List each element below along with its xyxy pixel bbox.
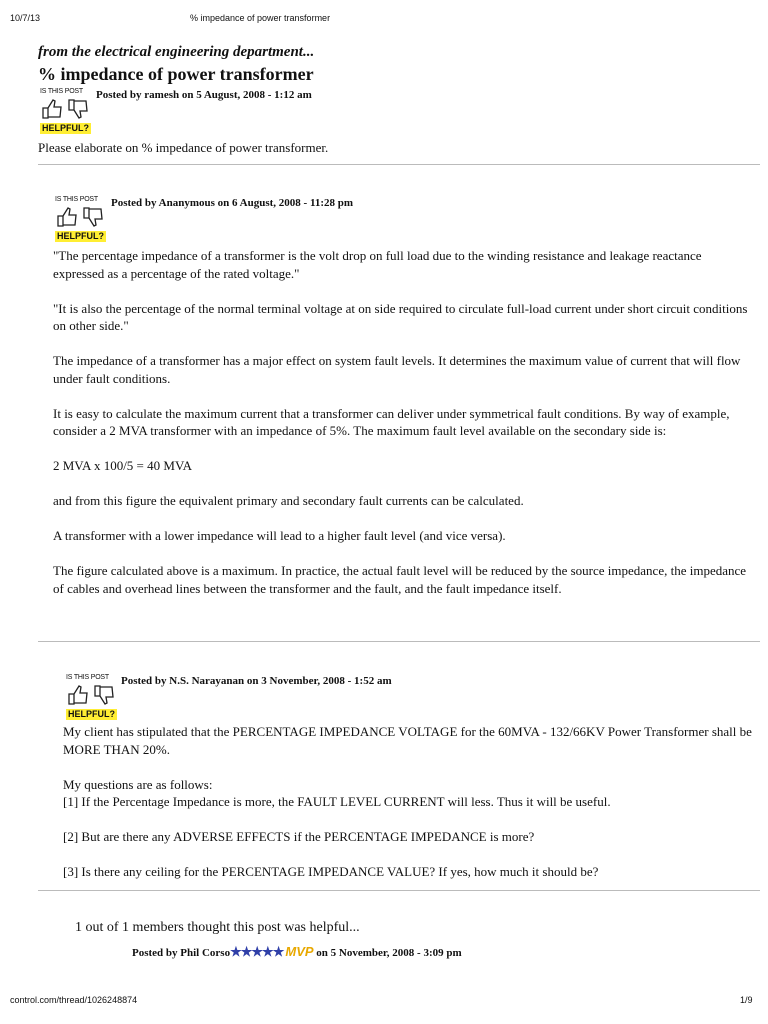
badge-caption: IS THIS POST — [66, 674, 109, 681]
divider — [38, 641, 760, 642]
print-url: control.com/thread/1026248874 — [10, 995, 138, 1005]
post-body — [63, 723, 753, 881]
divider — [38, 164, 760, 165]
rating-stars-icon: ★★★★★ — [230, 944, 284, 959]
post-paragraph: The figure calculated above is a maximum. In practice, the actual fault level will be reduced by the source impedance, the impedance of cables and overhead lines between the transformer and the fault, and the fault impedance itself. — [53, 563, 747, 596]
post-paragraph: and from this figure the equivalent primary and secondary fault currents can be calculated. — [53, 493, 524, 508]
byline-prefix: Posted by Phil Corso — [132, 947, 231, 959]
post-paragraph: [2] But are there any ADVERSE EFFECTS if the PERCENTAGE IMPEDANCE is more? — [63, 829, 535, 844]
print-page-number: 1/9 — [740, 995, 753, 1005]
print-date: 10/7/13 — [10, 13, 41, 23]
helpful-badge[interactable] — [38, 88, 92, 136]
post-paragraph: My questions are as follows: [1] If the Percentage Impedance is more, the FAULT LEVEL CURRENT will less. Thus it will be useful. — [63, 776, 611, 809]
post-paragraph: Please elaborate on % impedance of power transformer. — [38, 140, 329, 155]
post-paragraph: "It is also the percentage of the normal terminal voltage at on side required to circulate full-load current under short circuit conditions on other side." — [53, 300, 748, 333]
post-byline: Posted by ramesh on 5 August, 2008 - 1:12 am — [96, 89, 312, 101]
thumbs-icon[interactable] — [40, 96, 90, 122]
thumbs-icon[interactable] — [66, 682, 116, 708]
post-byline — [132, 944, 462, 960]
post-paragraph: "The percentage impedance of a transformer is the volt drop on full load due to the winding resistance and leakage reactance expressed as a percentage of the rated voltage." — [53, 248, 702, 281]
helpful-label: HELPFUL? — [68, 709, 115, 719]
post-byline: Posted by Ananymous on 6 August, 2008 - 11:28 pm — [111, 197, 354, 209]
mvp-badge: MVP — [285, 944, 314, 959]
divider — [38, 890, 760, 891]
helpful-count: 1 out of 1 members thought this post was helpful... — [75, 920, 360, 935]
print-page-title: % impedance of power transformer — [190, 13, 331, 23]
helpful-badge[interactable] — [64, 674, 118, 722]
helpful-label: HELPFUL? — [42, 123, 89, 133]
post-paragraph: [3] Is there any ceiling for the PERCENTAGE IMPEDANCE VALUE? If yes, how much it should be? — [63, 864, 599, 879]
post-paragraph: The impedance of a transformer has a major effect on system fault levels. It determines the maximum value of current that will flow under fault conditions. — [53, 353, 741, 386]
post-body — [53, 247, 753, 597]
page-title: % impedance of power transformer — [38, 64, 314, 84]
badge-caption: IS THIS POST — [40, 88, 83, 95]
post-paragraph: My client has stipulated that the PERCENTAGE IMPEDANCE VOLTAGE for the 60MVA - 132/66KV Power Transformer shall be MORE THAN 20%. — [63, 724, 752, 757]
department-label: from the electrical engineering department... — [38, 44, 315, 60]
post-paragraph: It is easy to calculate the maximum current that a transformer can deliver under symmetrical fault conditions. By way of example, consider a 2 MVA transformer with an impedance of 5%. The maximum fault level available on the secondary side is: — [53, 405, 730, 438]
badge-caption: IS THIS POST — [55, 196, 98, 203]
post-body — [38, 139, 758, 157]
helpful-badge[interactable] — [53, 196, 107, 244]
thumbs-icon[interactable] — [55, 204, 105, 230]
post-paragraph: A transformer with a lower impedance will lead to a higher fault level (and vice versa). — [53, 528, 506, 543]
helpful-label: HELPFUL? — [57, 231, 104, 241]
post-byline: Posted by N.S. Narayanan on 3 November, 2008 - 1:52 am — [121, 675, 392, 687]
byline-suffix: on 5 November, 2008 - 3:09 pm — [316, 947, 462, 959]
post-paragraph: 2 MVA x 100/5 = 40 MVA — [53, 458, 193, 473]
